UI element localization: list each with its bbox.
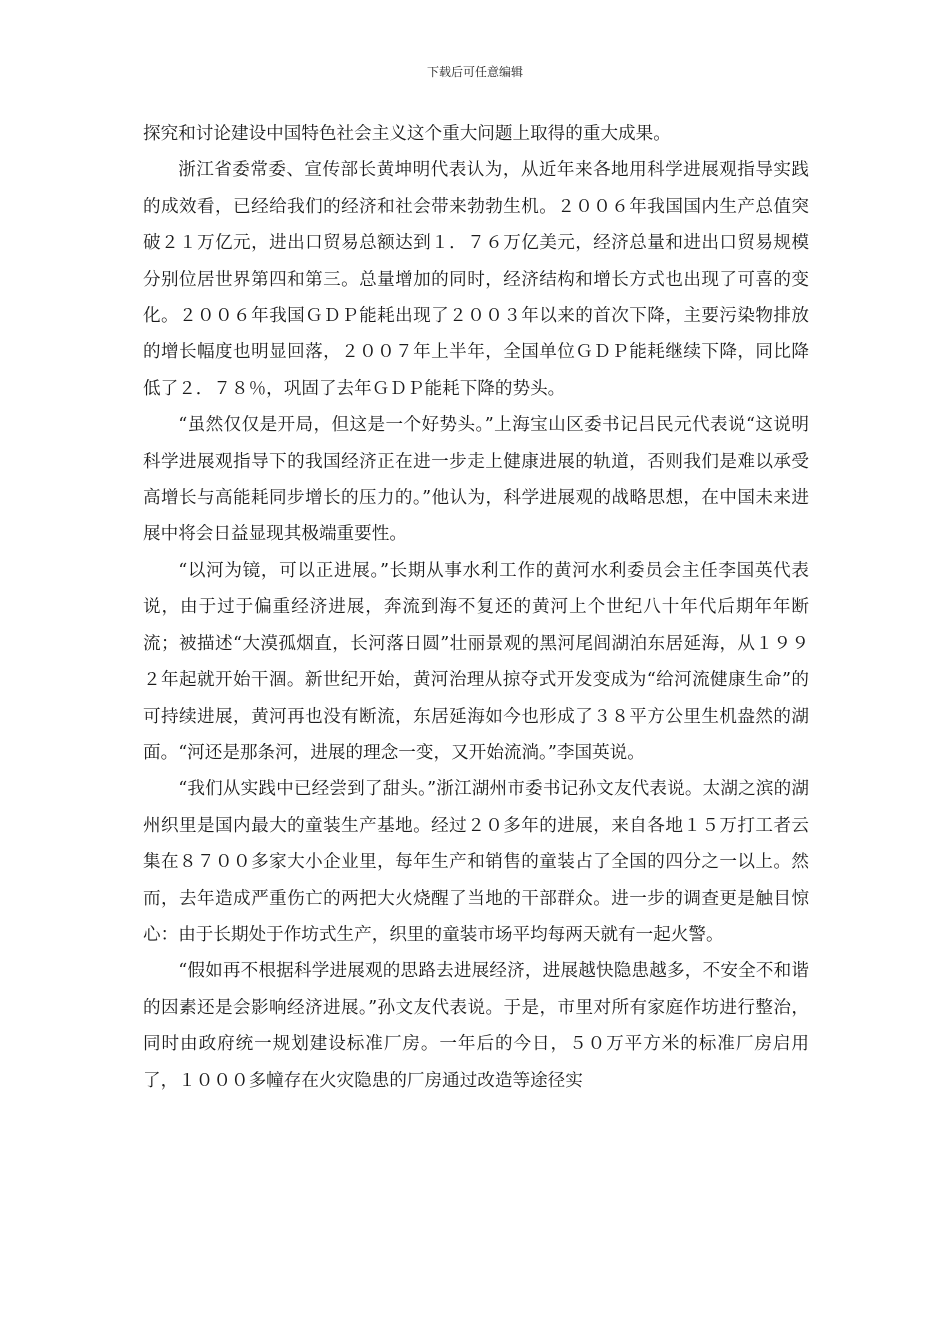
page-header (0, 64, 950, 80)
paragraph-continuation: 探究和讨论建设中国特色社会主义这个重大问题上取得的重大成果。 (143, 124, 671, 144)
paragraph-huang-kunming: 浙江省委常委、宣传部长黄坤明代表认为，从近年来各地用科学进展观指导实践的成效看，已经给我们的经济和社会带来勃勃生机。２００６年我国国内生产总值突破２１万亿元，进出口贸易总额达到１．７６万亿美元，经济总量和进出口贸易规模分别位居世界第四和第三。总量增加的同时，经济结构和增长方式也出现了可喜的变化。２００６年我国ＧＤＰ能耗出现了２００３年以来的首次下降，主要污染物排放的增长幅度也明显回落，２００７年上半年，全国单位ＧＤＰ能耗继续下降，同比降低了２．７８％，巩固了去年ＧＤＰ能耗下降的势头。 (143, 160, 809, 399)
header-text: 下载后可任意编辑 (426, 65, 523, 79)
paragraph-lv-minyuan: “虽然仅仅是开局，但这是一个好势头。”上海宝山区委书记吕民元代表说“这说明科学进展观指导下的我国经济正在进一步走上健康进展的轨道，否则我们是难以承受高增长与高能耗同步增长的压力的。”他认为，科学进展观的战略思想，在中国未来进展中将会日益显现其极端重要性。 (143, 415, 809, 545)
document-body (143, 116, 809, 1099)
paragraph-li-guoying: “以河为镜，可以正进展。”长期从事水利工作的黄河水利委员会主任李国英代表说，由于过于偏重经济进展，奔流到海不复还的黄河上个世纪八十年代后期年年断流；被描述“大漠孤烟直，长河落日圆”壮丽景观的黑河尾闾湖泊东居延海，从１９９２年起就开始干涸。新世纪开始，黄河治理从掠夺式开发变成为“给河流健康生命”的可持续进展，黄河再也没有断流，东居延海如今也形成了３８平方公里生机盎然的湖面。“河还是那条河，进展的理念一变，又开始流淌。”李国英说。 (143, 560, 809, 763)
paragraph-sun-wenyou: “我们从实践中已经尝到了甜头。”浙江湖州市委书记孙文友代表说。太湖之滨的湖州织里是国内最大的童装生产基地。经过２０多年的进展，来自各地１５万打工者云集在８７００多家大小企业里，每年生产和销售的童装占了全国的四分之一以上。然而，去年造成严重伤亡的两把大火烧醒了当地的干部群众。进一步的调查更是触目惊心：由于长期处于作坊式生产，织里的童装市场平均每两天就有一起火警。 (143, 779, 809, 945)
paragraph-sun-wenyou-continued: “假如再不根据科学进展观的思路去进展经济，进展越快隐患越多，不安全不和谐的因素还是会影响经济进展。”孙文友代表说。于是，市里对所有家庭作坊进行整治，同时由政府统一规划建设标准厂房。一年后的今日，５０万平方米的标准厂房启用了，１０００多幢存在火灾隐患的厂房通过改造等途径实 (143, 961, 809, 1091)
